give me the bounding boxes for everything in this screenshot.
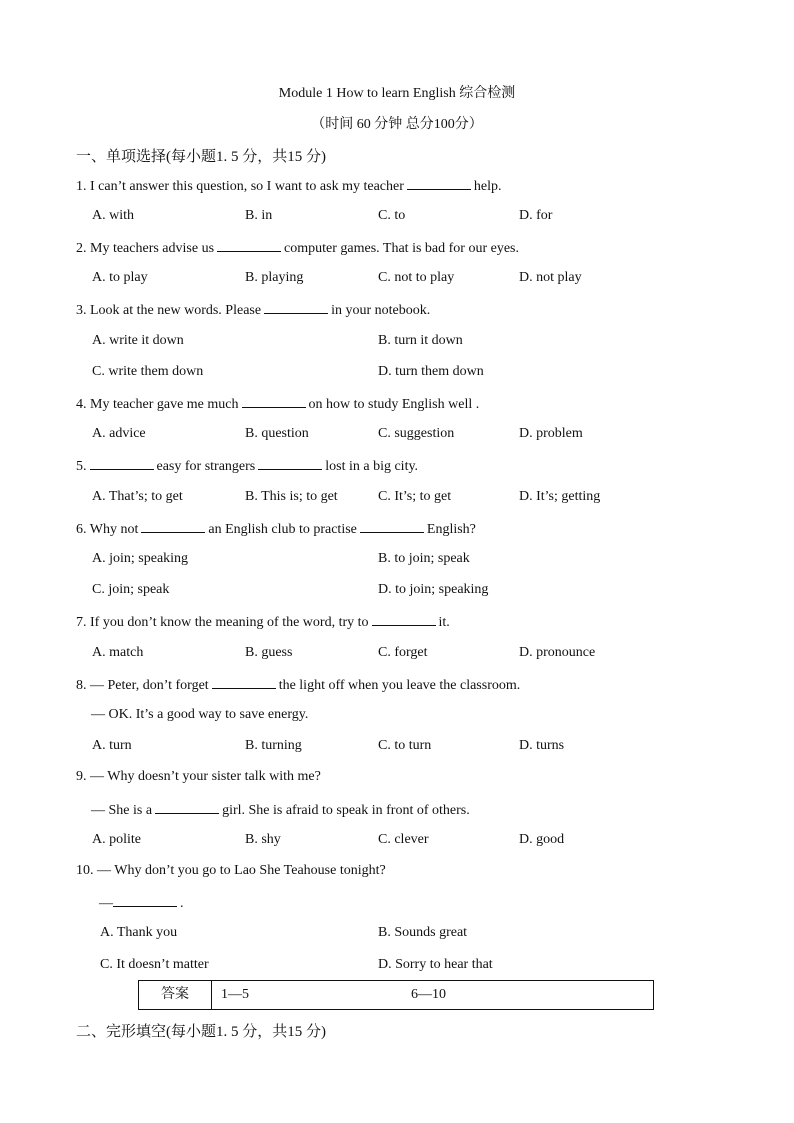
option-a[interactable]: A. advice xyxy=(92,426,146,441)
answer-label: 答案 xyxy=(139,981,212,1009)
answer-blank[interactable] xyxy=(155,801,219,814)
option-d[interactable]: D. It’s; getting xyxy=(519,489,601,504)
answer-blank[interactable] xyxy=(258,457,322,470)
answer-range-6-10[interactable]: 6—10 xyxy=(411,987,446,1002)
question-6: 6. Why not an English club to practise English? xyxy=(76,522,476,537)
option-a[interactable]: A. to play xyxy=(92,270,148,285)
option-b[interactable]: B. turn it down xyxy=(378,333,463,348)
option-c[interactable]: C. clever xyxy=(378,832,429,847)
option-b[interactable]: B. Sounds great xyxy=(378,925,468,940)
option-c[interactable]: C. to turn xyxy=(378,738,432,753)
option-c[interactable]: C. It’s; to get xyxy=(378,489,452,504)
option-c[interactable]: C. It doesn’t matter xyxy=(100,957,209,972)
answer-blank[interactable] xyxy=(242,395,306,408)
section-heading-cloze: 二、完形填空(每小题1. 5 分，共15 分) xyxy=(76,1024,326,1040)
option-c[interactable]: C. suggestion xyxy=(378,426,455,441)
option-a[interactable]: A. with xyxy=(92,208,134,223)
question-1: 1. I can’t answer this question, so I want to ask my teacher help. xyxy=(76,179,502,194)
answer-blank[interactable] xyxy=(264,301,328,314)
option-c[interactable]: C. to xyxy=(378,208,406,223)
option-c[interactable]: C. forget xyxy=(378,645,428,660)
option-d[interactable]: D. problem xyxy=(519,426,583,441)
question-4: 4. My teacher gave me much on how to study English well . xyxy=(76,397,480,412)
question-10: 10. — Why don’t you go to Lao She Teahouse tonight? xyxy=(76,863,386,878)
option-b[interactable]: B. shy xyxy=(245,832,281,847)
dialogue-reply: — OK. It’s a good way to save energy. xyxy=(91,707,309,722)
answer-range-1-5[interactable]: 1—5 xyxy=(221,987,249,1002)
answer-blank[interactable] xyxy=(372,613,436,626)
option-d[interactable]: D. to join; speaking xyxy=(378,582,489,597)
question-7: 7. If you don’t know the meaning of the word, try to it. xyxy=(76,615,450,630)
answer-blank[interactable] xyxy=(407,177,471,190)
question-3: 3. Look at the new words. Please in your notebook. xyxy=(76,303,431,318)
answer-blank[interactable] xyxy=(217,239,281,252)
question-5: 5. easy for strangers lost in a big city. xyxy=(76,459,419,474)
option-b[interactable]: B. playing xyxy=(245,270,304,285)
question-2: 2. My teachers advise us computer games. That is bad for our eyes. xyxy=(76,241,519,256)
option-d[interactable]: D. for xyxy=(519,208,553,223)
option-a[interactable]: A. Thank you xyxy=(100,925,178,940)
option-a[interactable]: A. That’s; to get xyxy=(92,489,183,504)
page-title: Module 1 How to learn English 综合检测 xyxy=(278,86,516,101)
option-d[interactable]: D. Sorry to hear that xyxy=(378,957,493,972)
answer-blank[interactable] xyxy=(360,520,424,533)
dialogue-reply: — She is a girl. She is afraid to speak in front of others. xyxy=(91,803,470,818)
option-d[interactable]: D. turn them down xyxy=(378,364,484,379)
answer-blank[interactable] xyxy=(141,520,205,533)
option-a[interactable]: A. match xyxy=(92,645,144,660)
option-a[interactable]: A. turn xyxy=(92,738,132,753)
option-d[interactable]: D. pronounce xyxy=(519,645,596,660)
option-d[interactable]: D. turns xyxy=(519,738,565,753)
answer-table xyxy=(138,980,654,1010)
option-c[interactable]: C. not to play xyxy=(378,270,455,285)
time-score-info: （时间 60 分钟 总分100分） xyxy=(311,117,483,132)
option-b[interactable]: B. in xyxy=(245,208,273,223)
option-a[interactable]: A. write it down xyxy=(92,333,184,348)
option-d[interactable]: D. not play xyxy=(519,270,582,285)
question-9: 9. — Why doesn’t your sister talk with me? xyxy=(76,769,321,784)
option-b[interactable]: B. guess xyxy=(245,645,293,660)
answer-blank[interactable] xyxy=(212,676,276,689)
option-b[interactable]: B. to join; speak xyxy=(378,551,470,566)
section-heading-single-choice: 一、单项选择(每小题1. 5 分，共15 分) xyxy=(76,149,326,165)
option-c[interactable]: C. join; speak xyxy=(92,582,170,597)
answer-blank[interactable] xyxy=(90,457,154,470)
option-b[interactable]: B. turning xyxy=(245,738,302,753)
option-b[interactable]: B. question xyxy=(245,426,309,441)
option-a[interactable]: A. polite xyxy=(92,832,141,847)
option-d[interactable]: D. good xyxy=(519,832,565,847)
question-8: 8. — Peter, don’t forget the light off when you leave the classroom. xyxy=(76,678,521,693)
option-b[interactable]: B. This is; to get xyxy=(245,489,338,504)
option-c[interactable]: C. write them down xyxy=(92,364,204,379)
option-a[interactable]: A. join; speaking xyxy=(92,551,189,566)
dialogue-reply: — . xyxy=(99,896,184,911)
answer-blank[interactable] xyxy=(113,894,177,907)
